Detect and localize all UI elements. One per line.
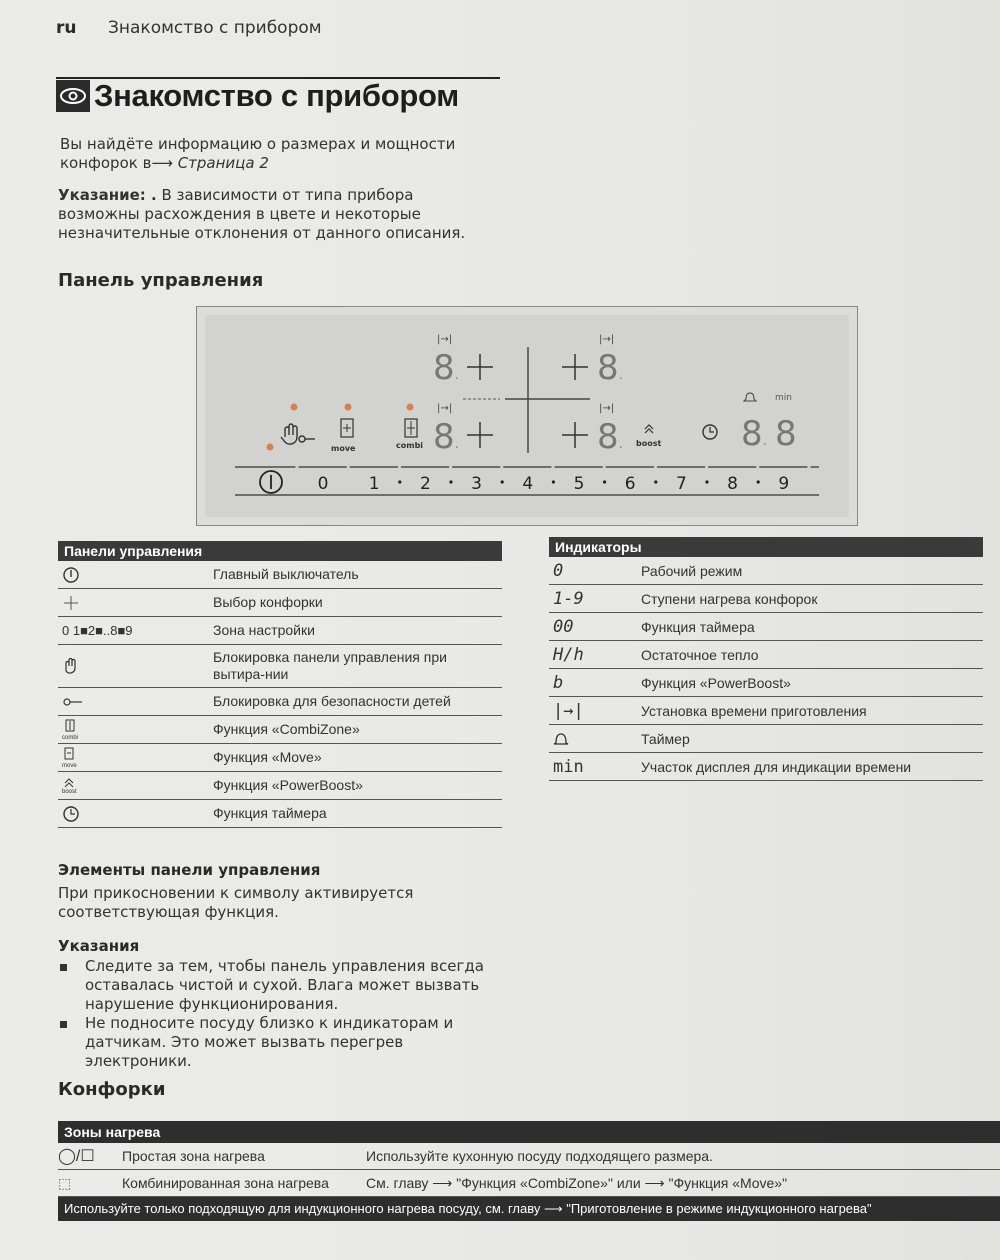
- table-row: [549, 697, 983, 725]
- indicator-symbol: b: [553, 672, 564, 693]
- table-row: [549, 753, 983, 781]
- control-label: Выбор конфорки: [213, 594, 323, 610]
- burner-display-front-left: [433, 334, 493, 388]
- notes-list: [58, 957, 508, 1071]
- crosshair-icon: [62, 594, 80, 612]
- svg-text:8: 8: [597, 417, 619, 457]
- indicator-symbol: |→|: [553, 700, 584, 721]
- slider-level-7[interactable]: 7: [675, 474, 687, 494]
- control-label: Блокировка для безопасности детей: [213, 693, 451, 709]
- table-row: [58, 716, 502, 744]
- zones-table-title: Зоны нагрева: [58, 1121, 1000, 1143]
- indicator-symbol: 1-9: [553, 588, 584, 609]
- indicator-label: Таймер: [641, 730, 690, 747]
- intro-text: Вы найдёте информацию о размерах и мощности конфорок в: [60, 135, 456, 172]
- section-heading: [56, 78, 459, 114]
- indicator-symbol: H/h: [553, 644, 584, 665]
- indicator-label: Установка времени приготовления: [641, 702, 867, 719]
- svg-text:8: 8: [433, 417, 455, 457]
- burner-display-rear-left: [433, 403, 493, 457]
- indicator-label: Ступени нагрева конфорок: [641, 590, 818, 607]
- power-icon: [62, 566, 80, 584]
- slider-level-9[interactable]: 9: [778, 474, 790, 494]
- control-label: Функция «PowerBoost»: [213, 777, 363, 793]
- slider-level-4[interactable]: 4: [522, 474, 534, 494]
- svg-text:.: .: [455, 437, 459, 451]
- combi-label: combi: [396, 441, 424, 450]
- note-text: В зависимости от типа прибора возможны расхождения в цвете и некоторые незначительные отклонения от данного описания.: [58, 186, 466, 242]
- controls-table-title: Панели управления: [58, 541, 502, 561]
- table-row: ◯/☐ Простая зона нагрева Используйте кухонную посуду подходящего размера.: [58, 1143, 1000, 1170]
- zones-table-footer: Используйте только подходящую для индукционного нагрева посуду, см. главу ⟶ "Приготовление в режиме индукционного нагрева": [58, 1197, 1000, 1221]
- timer-display: [741, 393, 797, 454]
- table-row: [58, 772, 502, 800]
- table-row: [549, 557, 983, 585]
- table-row: [58, 800, 502, 828]
- svg-text:8: 8: [597, 348, 619, 388]
- combi-icon[interactable]: [396, 419, 423, 450]
- control-panel-diagram: [205, 315, 849, 517]
- intro-link[interactable]: Страница 2: [177, 154, 269, 172]
- page-title: Знакомство с прибором: [94, 78, 459, 113]
- svg-text:|→|: |→|: [437, 334, 453, 345]
- move-icon: move: [62, 747, 77, 769]
- move-icon[interactable]: [331, 419, 356, 453]
- svg-text:8: 8: [741, 414, 763, 454]
- table-row: [549, 669, 983, 697]
- min-label: min: [775, 393, 792, 403]
- table-row: [58, 561, 502, 589]
- svg-text:8: 8: [775, 414, 797, 454]
- key-icon[interactable]: [299, 436, 315, 442]
- list-item: Не подносите посуду близко к индикаторам и датчикам. Это может вызвать перегрев электроники.: [58, 1014, 508, 1071]
- svg-text:|→|: |→|: [437, 403, 453, 414]
- indicator-label: Рабочий режим: [641, 562, 743, 579]
- table-row: [549, 725, 983, 753]
- svg-text:|→|: |→|: [599, 334, 615, 345]
- indicator-label: Функция «PowerBoost»: [641, 674, 791, 691]
- svg-text:.: .: [619, 437, 623, 451]
- list-item: Следите за тем, чтобы панель управления всегда оставалась чистой и сухой. Влага может вызвать нарушение функционирования.: [58, 957, 508, 1014]
- clock-icon: [62, 805, 80, 823]
- move-label: move: [331, 444, 356, 453]
- slider-level-0[interactable]: 0: [317, 474, 329, 494]
- table-row: [58, 645, 502, 688]
- indicator-label: Функция таймера: [641, 618, 755, 635]
- indicator-symbol: 0: [553, 560, 564, 581]
- control-label: Функция «CombiZone»: [213, 721, 360, 737]
- indicator-symbol: min: [553, 756, 584, 777]
- slider-level-2[interactable]: 2: [419, 474, 431, 494]
- table-row: [58, 589, 502, 617]
- boost-icon: boost: [62, 777, 77, 795]
- svg-text:.: .: [763, 434, 767, 448]
- slider-level-5[interactable]: 5: [573, 474, 585, 494]
- indicator-label: Участок дисплея для индикации времени: [641, 758, 912, 775]
- clock-icon[interactable]: [703, 425, 717, 439]
- slider-level-1[interactable]: 1: [368, 474, 380, 494]
- table-row: [549, 585, 983, 613]
- control-label: Зона настройки: [213, 622, 315, 638]
- hand-icon: [62, 657, 80, 675]
- bell-icon: [553, 731, 569, 747]
- table-row: [58, 744, 502, 772]
- elements-text: При прикосновении к символу активируется соответствующая функция.: [58, 884, 414, 921]
- burner-display-front-right: [562, 334, 623, 388]
- note-label: Указание: .: [58, 186, 157, 204]
- intro-paragraph: Вы найдёте информацию о размерах и мощности конфорок в⟶ Страница 2: [60, 135, 456, 172]
- running-header: Знакомство с прибором: [108, 18, 322, 38]
- boost-icon[interactable]: [636, 425, 661, 448]
- control-panel-illustration: [196, 306, 858, 526]
- control-label: Блокировка панели управления при вытира-нии: [213, 649, 447, 682]
- control-label: Функция таймера: [213, 805, 327, 821]
- table-row: [549, 641, 983, 669]
- slider-level-6[interactable]: 6: [624, 474, 636, 494]
- controls-table: [58, 541, 502, 828]
- notes-heading: Указания: [58, 937, 140, 955]
- note-paragraph: [58, 186, 498, 243]
- control-label: Главный выключатель: [213, 566, 359, 582]
- indicator-label: Остаточное тепло: [641, 646, 759, 663]
- panel-heading: Панель управления: [58, 270, 264, 291]
- indicators-table-title: Индикаторы: [549, 537, 983, 557]
- combi-icon: combi: [62, 719, 78, 741]
- hand-icon[interactable]: [281, 424, 297, 444]
- control-label: Функция «Move»: [213, 749, 322, 765]
- svg-text:8: 8: [433, 348, 455, 388]
- heating-zones-table: [58, 1121, 1000, 1221]
- eye-icon: [56, 80, 90, 112]
- svg-text:.: .: [455, 368, 459, 382]
- language-code: ru: [56, 18, 77, 38]
- table-row: ⬚ Комбинированная зона нагрева См. главу ⟶ "Функция «CombiZone»" или ⟶ "Функция «Move»": [58, 1170, 1000, 1197]
- indicator-symbol: 00: [553, 616, 574, 637]
- key-icon: [62, 695, 84, 709]
- elements-heading: Элементы панели управления: [58, 861, 321, 879]
- table-row: 0 1■2■..8■9 Зона настройки: [58, 617, 502, 645]
- indicators-table: [549, 537, 983, 781]
- burner-display-rear-right: [562, 403, 623, 457]
- table-row: [58, 688, 502, 716]
- svg-text:|→|: |→|: [599, 403, 615, 414]
- boost-label: boost: [636, 439, 662, 448]
- slider-level-8[interactable]: 8: [727, 474, 739, 494]
- table-row: [549, 613, 983, 641]
- slider-level-3[interactable]: 3: [471, 474, 483, 494]
- burners-heading: Конфорки: [58, 1079, 166, 1100]
- power-slider[interactable]: [235, 465, 819, 495]
- svg-text:.: .: [619, 368, 623, 382]
